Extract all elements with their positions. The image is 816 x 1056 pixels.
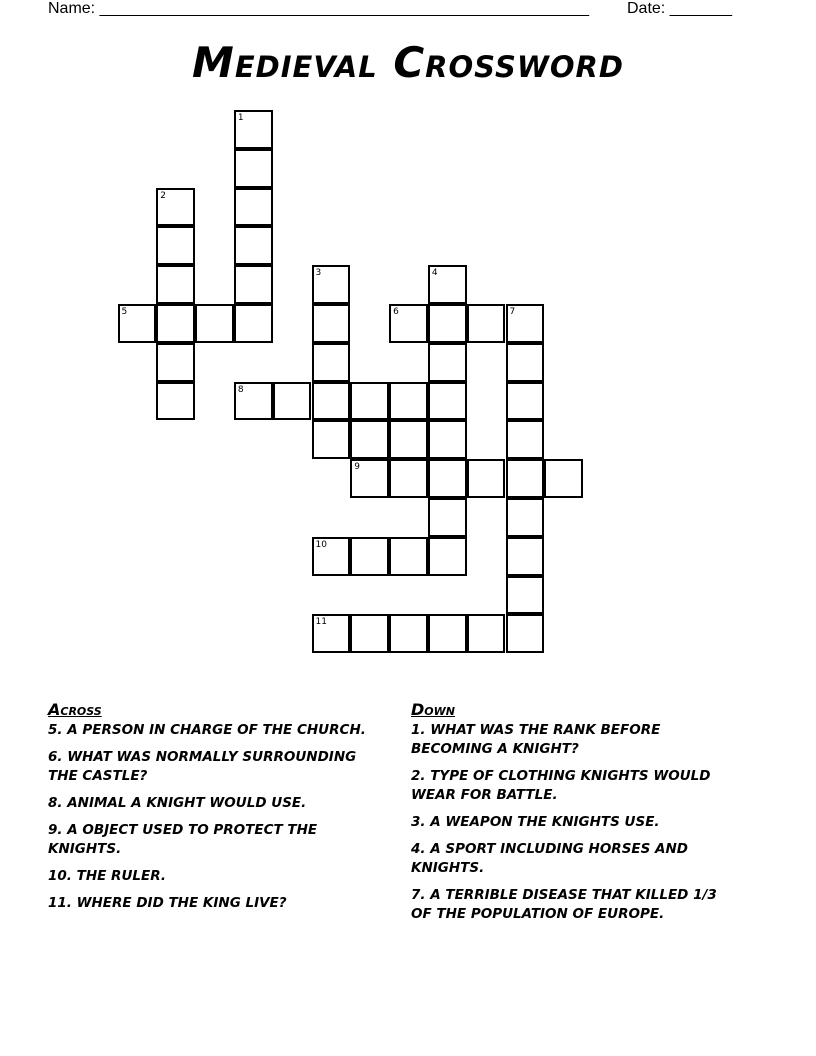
- crossword-cell[interactable]: [350, 420, 389, 459]
- crossword-cell[interactable]: [156, 382, 195, 421]
- crossword-cell[interactable]: [234, 226, 273, 265]
- crossword-cell[interactable]: [428, 265, 467, 304]
- down-clues: [411, 700, 741, 932]
- crossword-cell[interactable]: [312, 537, 351, 576]
- crossword-cell[interactable]: [312, 382, 351, 421]
- crossword-cell[interactable]: [312, 614, 351, 653]
- crossword-cell[interactable]: [506, 576, 545, 615]
- down-clue: 7. A TERRIBLE DISEASE THAT KILLED 1/3 OF THE POPULATION OF EUROPE.: [411, 887, 717, 922]
- crossword-cell[interactable]: [428, 304, 467, 343]
- crossword-cell[interactable]: [389, 614, 428, 653]
- clue-number: 8: [237, 384, 244, 395]
- across-clue: 8. ANIMAL A KNIGHT WOULD USE.: [48, 795, 307, 811]
- down-heading: Down: [411, 700, 455, 719]
- crossword-cell[interactable]: [234, 265, 273, 304]
- across-clue: 6. WHAT WAS NORMALLY SURROUNDING THE CASTLE?: [48, 749, 357, 784]
- name-field[interactable]: Name: _______________________________________________________: [48, 0, 589, 17]
- crossword-cell[interactable]: [428, 420, 467, 459]
- crossword-cell[interactable]: [312, 304, 351, 343]
- clue-number: 7: [509, 307, 516, 317]
- crossword-cell[interactable]: [234, 382, 273, 421]
- down-clue: 4. A SPORT INCLUDING HORSES AND KNIGHTS.: [411, 841, 689, 876]
- across-heading: Across: [48, 700, 102, 719]
- crossword-cell[interactable]: [428, 459, 467, 498]
- crossword-cell[interactable]: [506, 537, 545, 576]
- crossword-cell[interactable]: [156, 188, 195, 227]
- crossword-cell[interactable]: [118, 304, 157, 343]
- crossword-cell[interactable]: [350, 614, 389, 653]
- page-title: Medieval Crossword: [192, 38, 624, 87]
- date-field[interactable]: Date: _______: [627, 0, 732, 17]
- crossword-cell[interactable]: [312, 265, 351, 304]
- crossword-cell[interactable]: [234, 149, 273, 188]
- across-clue: 10. THE RULER.: [48, 868, 166, 884]
- crossword-cell[interactable]: [506, 304, 545, 343]
- clue-number: 5: [121, 307, 128, 317]
- crossword-cell[interactable]: [156, 343, 195, 382]
- crossword-cell[interactable]: [389, 537, 428, 576]
- down-clue: 2. TYPE OF CLOTHING KNIGHTS WOULD WEAR FOR BATTLE.: [411, 768, 711, 803]
- crossword-cell[interactable]: [273, 382, 312, 421]
- crossword-cell[interactable]: [234, 110, 273, 149]
- crossword-cell[interactable]: [234, 188, 273, 227]
- across-clue: 11. WHERE DID THE KING LIVE?: [48, 895, 287, 911]
- clue-number: 2: [160, 190, 167, 201]
- clue-number: 4: [431, 268, 438, 279]
- crossword-cell[interactable]: [156, 265, 195, 304]
- crossword-cell[interactable]: [195, 304, 234, 343]
- crossword-cell[interactable]: [506, 382, 545, 421]
- across-clue: 5. A PERSON IN CHARGE OF THE CHURCH.: [48, 722, 366, 738]
- crossword-cell[interactable]: [506, 459, 545, 498]
- crossword-cell[interactable]: [428, 343, 467, 382]
- down-clue: 3. A WEAPON THE KNIGHTS USE.: [411, 814, 660, 830]
- across-clues: [48, 700, 368, 921]
- crossword-cell[interactable]: [312, 420, 351, 459]
- down-clue: 1. WHAT WAS THE RANK BEFORE BECOMING A KNIGHT?: [411, 722, 661, 757]
- crossword-cell[interactable]: [467, 304, 506, 343]
- crossword-cell[interactable]: [234, 304, 273, 343]
- clue-number: 1: [237, 113, 244, 123]
- crossword-cell[interactable]: [428, 382, 467, 421]
- crossword-cell[interactable]: [428, 498, 467, 537]
- clue-number: 11: [315, 617, 327, 628]
- clue-number: 3: [315, 268, 322, 279]
- clue-number: 10: [315, 539, 327, 550]
- crossword-cell[interactable]: [467, 459, 506, 498]
- clue-number: 9: [354, 462, 361, 473]
- crossword-cell[interactable]: [389, 459, 428, 498]
- crossword-cell[interactable]: [350, 537, 389, 576]
- crossword-cell[interactable]: [156, 226, 195, 265]
- crossword-cell[interactable]: [506, 498, 545, 537]
- crossword-cell[interactable]: [389, 382, 428, 421]
- crossword-cell[interactable]: [506, 614, 545, 653]
- crossword-cell[interactable]: [544, 459, 583, 498]
- clue-number: 6: [393, 307, 399, 317]
- crossword-cell[interactable]: [428, 537, 467, 576]
- across-clue: 9. A OBJECT USED TO PROTECT THE KNIGHTS.: [48, 822, 318, 857]
- crossword-cell[interactable]: [506, 343, 545, 382]
- crossword-cell[interactable]: [467, 614, 506, 653]
- crossword-cell[interactable]: [350, 382, 389, 421]
- crossword-cell[interactable]: [506, 420, 545, 459]
- crossword-cell[interactable]: [156, 304, 195, 343]
- crossword-cell[interactable]: [389, 420, 428, 459]
- crossword-cell[interactable]: [350, 459, 389, 498]
- crossword-cell[interactable]: [428, 614, 467, 653]
- crossword-cell[interactable]: [389, 304, 428, 343]
- crossword-cell[interactable]: [312, 343, 351, 382]
